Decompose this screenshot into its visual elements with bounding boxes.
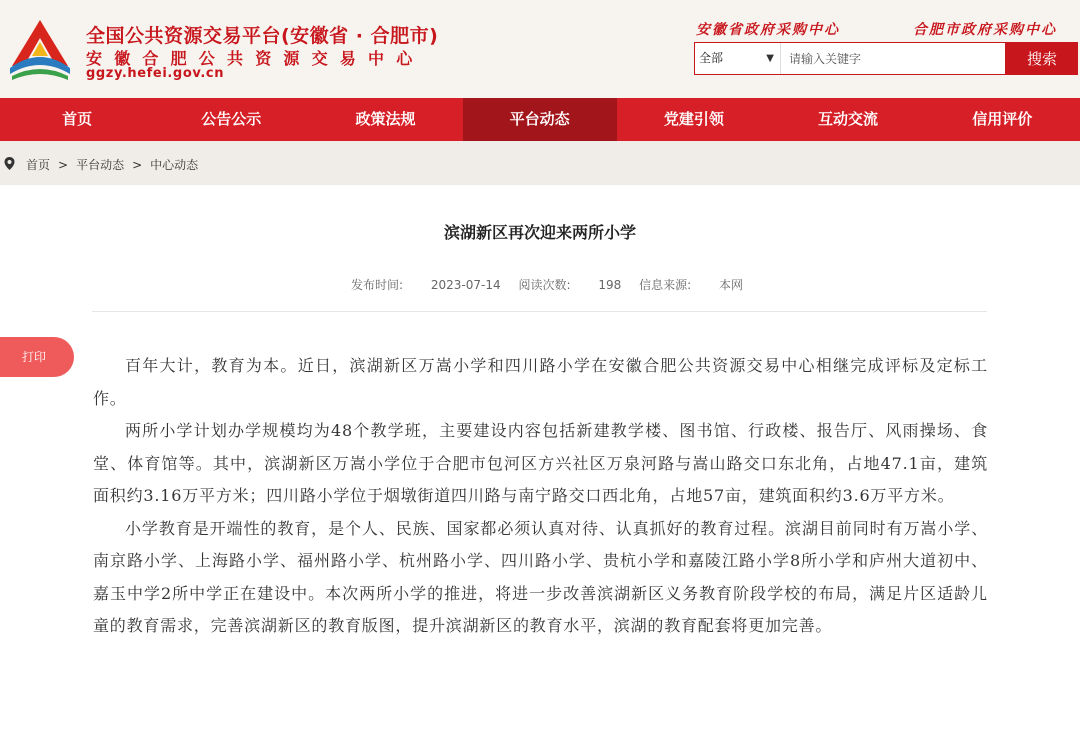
search-input[interactable] bbox=[781, 43, 1005, 74]
search-button[interactable]: 搜索 bbox=[1006, 42, 1078, 75]
search-scope-select[interactable] bbox=[695, 43, 781, 74]
nav-item-policies[interactable]: 政策法规 bbox=[355, 110, 416, 128]
site-title[interactable]: 全国公共资源交易平台(安徽省 · 合肥市) bbox=[86, 25, 439, 47]
article-paragraph: 小学教育是开端性的教育，是个人、民族、国家都必须认真对待、认真抓好的教育过程。滨湖目前同时有万嵩小学、南京路小学、上海路小学、福州路小学、杭州路小学、四川路小学、贵杭小学和嘉陵江路小学8所小学和庐州大道初中、嘉玉中学2所中学正在建设中。本次两所小学的推进，将进一步改善滨湖新区义务教育阶段学校的布局，满足片区适龄儿童的教育需求，完善滨湖新区的教育版图，提升滨湖新区的教育水平，滨湖的教育配套将更加完善。 bbox=[93, 518, 988, 635]
nav-item-home[interactable]: 首页 bbox=[62, 110, 93, 128]
source-label: 信息来源: bbox=[639, 278, 692, 292]
nav-item-credit-rating[interactable]: 信用评价 bbox=[972, 110, 1033, 128]
article-container bbox=[0, 185, 1080, 734]
chevron-down-icon: ▼ bbox=[766, 53, 774, 64]
nav-item-announcements[interactable]: 公告公示 bbox=[201, 110, 262, 128]
breadcrumb-center-news[interactable]: 中心动态 bbox=[150, 158, 199, 172]
main-nav bbox=[0, 98, 1080, 141]
search-box bbox=[694, 42, 1006, 75]
title-divider bbox=[92, 311, 987, 312]
breadcrumb-separator: > bbox=[58, 158, 69, 172]
breadcrumb-platform-news[interactable]: 平台动态 bbox=[76, 158, 125, 172]
location-pin-icon bbox=[4, 157, 15, 170]
source-value: 本网 bbox=[718, 278, 743, 292]
publish-time-label: 发布时间: bbox=[351, 278, 404, 292]
views-count: 198 bbox=[598, 278, 622, 292]
article-meta bbox=[351, 276, 743, 293]
site-header bbox=[0, 0, 1080, 98]
site-logo[interactable] bbox=[6, 16, 74, 84]
breadcrumb bbox=[0, 141, 1080, 185]
nav-item-party-building[interactable]: 党建引领 bbox=[663, 110, 724, 128]
article-body bbox=[93, 350, 988, 643]
site-subtitle: 安徽合肥公共资源交易中心 bbox=[86, 49, 425, 68]
nav-item-platform-news[interactable]: 平台动态 bbox=[463, 98, 617, 141]
breadcrumb-home[interactable]: 首页 bbox=[26, 158, 51, 172]
article-paragraph: 两所小学计划办学规模均为48个教学班，主要建设内容包括新建教学楼、图书馆、行政楼、报告厅、风雨操场、食堂、体育馆等。其中，滨湖新区万嵩小学位于合肥市包河区方兴社区万泉河路与嵩山路交口东北角，占地47.1亩，建筑面积约3.16万平方米；四川路小学位于烟墩街道四川路与南宁路交口西北角，占地57亩，建筑面积约3.6万平方米。 bbox=[93, 421, 988, 505]
site-domain: ggzy.hefei.gov.cn bbox=[86, 66, 225, 81]
article-paragraph: 百年大计，教育为本。近日，滨湖新区万嵩小学和四川路小学在安徽合肥公共资源交易中心相继完成评标及定标工作。 bbox=[93, 356, 988, 408]
breadcrumb-separator: > bbox=[132, 158, 143, 172]
link-hefei-procurement-center[interactable]: 合肥市政府采购中心 bbox=[913, 22, 1057, 38]
print-button[interactable]: 打印 bbox=[0, 337, 74, 377]
link-anhui-procurement-center[interactable]: 安徽省政府采购中心 bbox=[696, 22, 840, 38]
article-title: 滨湖新区再次迎来两所小学 bbox=[443, 223, 636, 242]
nav-item-interaction[interactable]: 互动交流 bbox=[818, 110, 879, 128]
publish-date: 2023-07-14 bbox=[430, 278, 501, 292]
search-scope-value: 全部 bbox=[699, 51, 724, 65]
views-label: 阅读次数: bbox=[518, 278, 571, 292]
